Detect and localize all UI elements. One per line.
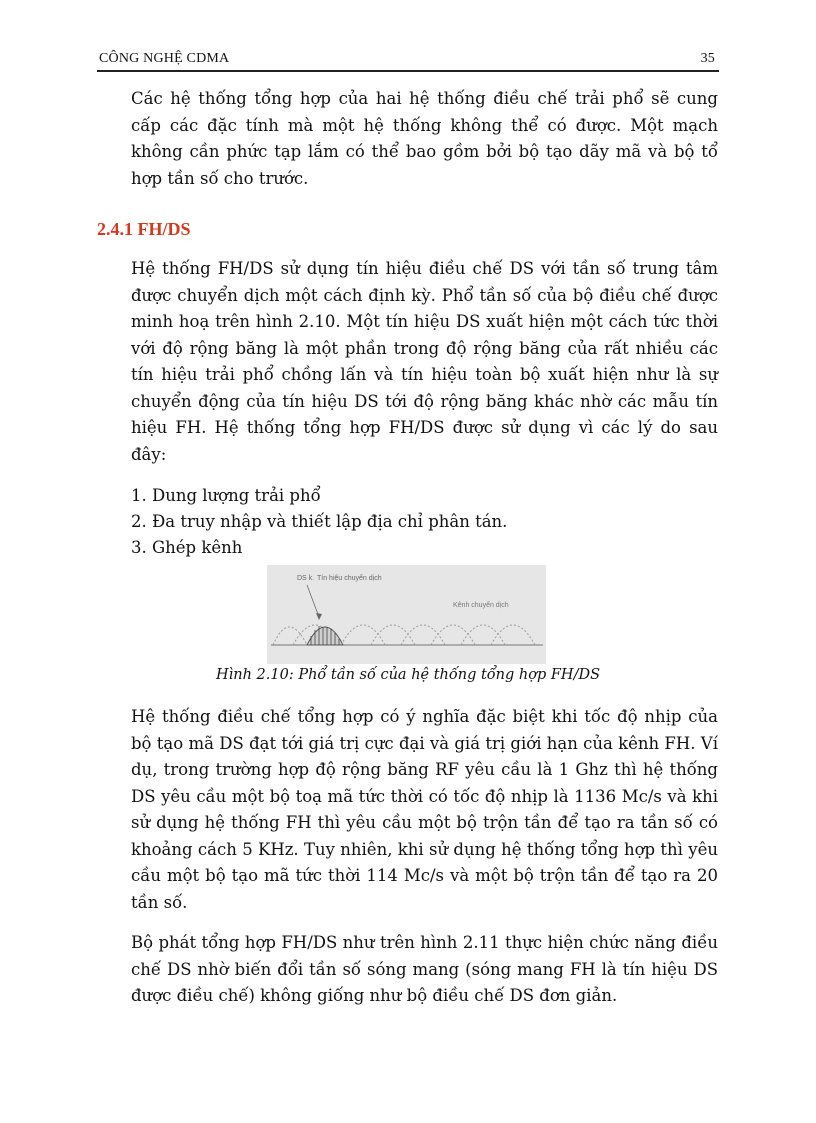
header-title: CÔNG NGHỆ CDMA	[99, 51, 230, 66]
paragraph-meaning: Hệ thống điều chế tổng hợp có ý nghĩa đặc biệt khi tốc độ nhịp của bộ tạo mã DS đạt tới giá trị cực đại và giá trị giới hạn của kênh FH. Ví dụ, trong trường hợp độ rộng băng RF yêu cầu là 1 Ghz thì hệ thống DS yêu cầu một bộ toạ mã tức thời có tốc độ nhịp là 1136 Mc/s và khi sử dụng hệ thống FH thì yêu cầu một bộ trộn tần để tạo ra tần số có khoảng cách 5 KHz. Tuy nhiên, khi sử dụng hệ thống tổng hợp thì yêu cầu một bộ tạo mã tức thời 114 Mc/s và một bộ trộn tần để tạo ra 20 tần số.	[131, 707, 718, 912]
section-heading: 2.4.1 FH/DS	[97, 219, 191, 239]
label-prefix: DS k.	[297, 575, 315, 582]
list-item: 1. Dung lượng trải phổ	[131, 486, 321, 505]
spectrum-diagram	[267, 565, 546, 664]
paragraph-transmitter: Bộ phát tổng hợp FH/DS như trên hình 2.11 thực hiện chức năng điều chế DS nhờ biến đổi tần số sóng mang (sóng mang FH là tín hiệu DS được điều chế) không giống như bộ điều chế DS đơn giản.	[131, 933, 718, 1005]
running-header	[97, 50, 719, 72]
reason-list	[131, 483, 507, 561]
list-item: 2. Đa truy nhập và thiết lập địa chỉ phân tán.	[131, 512, 508, 531]
paragraph-intro: Các hệ thống tổng hợp của hai hệ thống điều chế trải phổ sẽ cung cấp các đặc tính mà một hệ thống không thể có được. Một mạch không cần phức tạp lắm có thể bao gồm bởi bộ tạo dãy mã và bộ tổ hợp tần số cho trước.	[131, 89, 718, 188]
pointer-arrowhead	[316, 613, 322, 620]
paragraph-fhds: Hệ thống FH/DS sử dụng tín hiệu điều chế DS với tần số trung tâm được chuyển dịch một cách định kỳ. Phổ tần số của bộ điều chế được minh hoạ trên hình 2.10. Một tín hiệu DS xuất hiện một cách tức thời với độ rộng băng là một phần trong độ rộng băng của rất nhiều các tín hiệu trải phổ chồng lấn và tín hiệu toàn bộ xuất hiện như là sự chuyển động của tín hiệu DS tới độ rộng băng khác nhờ các mẫu tín hiệu FH. Hệ thống tổng hợp FH/DS được sử dụng vì các lý do sau đây:	[131, 259, 718, 464]
figure-spectrum	[267, 565, 546, 664]
label-shifted-signal: Tín hiệu chuyển dịch	[317, 575, 382, 582]
page-number: 35	[700, 51, 715, 66]
active-ds-channel	[307, 627, 343, 645]
pointer-line	[307, 585, 319, 617]
label-shifted-channel: Kênh chuyển dịch	[453, 602, 509, 609]
list-item: 3. Ghép kênh	[131, 538, 243, 557]
figure-caption: Hình 2.10: Phổ tần số của hệ thống tổng hợp FH/DS	[215, 667, 601, 683]
